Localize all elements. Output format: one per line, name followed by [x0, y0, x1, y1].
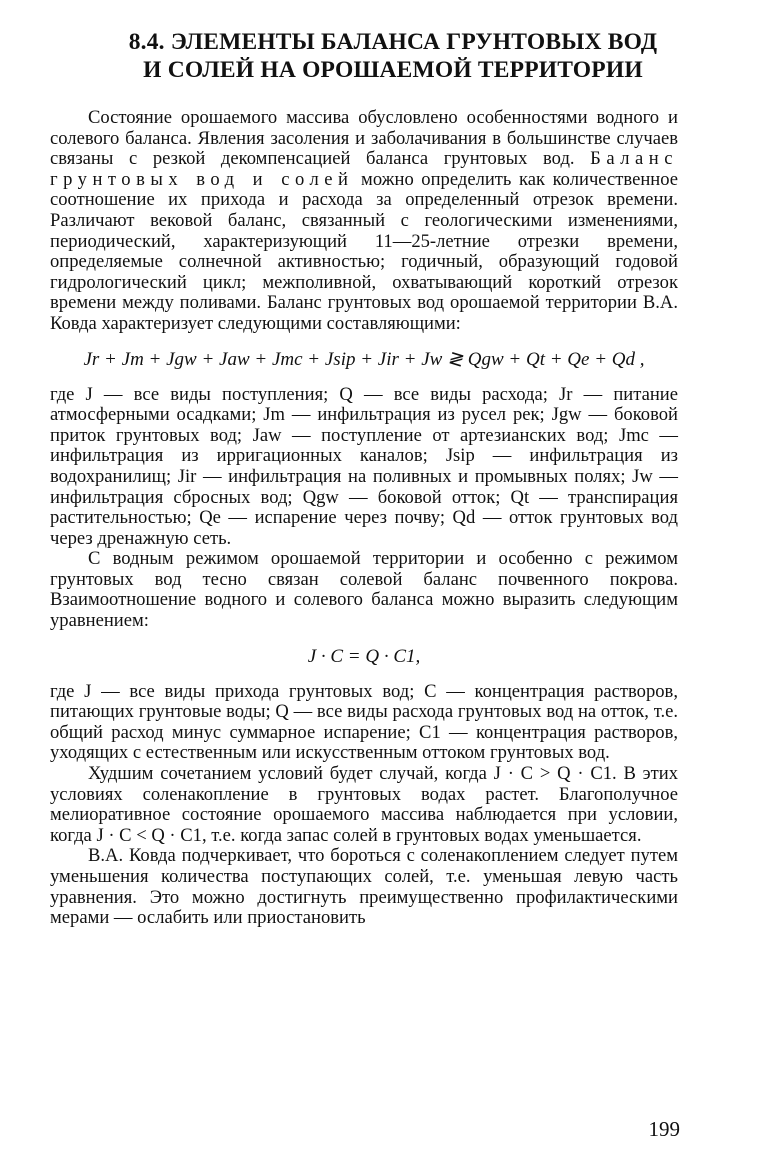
paragraph-1-spaced: Баланс грунтовых вод и солей: [50, 148, 678, 190]
paragraph-1-b: можно определить как количественное соотношение их прихода и расхода за определенный отрезок времени. Различают вековой баланс, связанный с геологическими изменениями, периодический, характеризующий 11—25-летние отрезки времени, определяемые солнечной активностью; годичный, образующий годовой гидрологический цикл; межполивной, охватывающий короткий отрезок времени между поливами. Баланс грунтовых вод орошаемой территории В.А. Ковда характеризует следующими составляющими:: [50, 168, 678, 334]
page-content: [50, 28, 678, 929]
section-heading: [50, 28, 678, 84]
paragraph-2: где J — все виды поступления; Q — все виды расхода; Jr — питание атмосферными осадками; Jm — инфильтрация из русел рек; Jgw — боковой приток грунтовых вод; Jaw — поступление от артезианских вод; Jmc — инфильтрация из ирригационных каналов; Jsip — инфильтрация из водохранилищ; Jir — инфильтрация на поливных и промывных полях; Jw — инфильтрация сбросных вод; Qgw — боковой отток; Qt — транспирация растительностью; Qe — испарение через почву; Qd — отток грунтовых вод через дренажную сеть.: [50, 383, 678, 549]
salt-formula: J · C = Q · C1,: [307, 645, 421, 667]
paragraph-1-a: Состояние орошаемого массива обусловлено особенностями водного и солевого баланса. Явления засоления и заболачивания в большинстве случаев связаны с резкой декомпенсацией баланса грунтовых вод.: [50, 107, 678, 170]
page-number: 199: [648, 1117, 680, 1141]
paragraph-6: В.А. Ковда подчеркивает, что бороться с соленакоплением следует путем уменьшения количества поступающих солей, т.е. уменьшая левую часть уравнения. Это можно достигнуть преимущественно профилактическими мерами — ослабить или приостановить: [50, 845, 678, 929]
paragraph-1: [50, 108, 678, 335]
balance-formula: Jr + Jm + Jgw + Jaw + Jmc + Jsip + Jir + Jw ≷ Qgw + Qt + Qe + Qd ,: [83, 348, 645, 370]
paragraph-5: Худшим сочетанием условий будет случай, когда J · C > Q · C1. В этих условиях соленакопление в грунтовых водах растет. Благополучное мелиоративное состояние орошаемого массива наблюдается при условии, когда J · C < Q · C1, т.е. когда запас солей в грунтовых водах уменьшается.: [50, 763, 678, 846]
paragraph-4: где J — все виды прихода грунтовых вод; C — концентрация растворов, питающих грунтовые воды; Q — все виды расхода грунтовых вод на отток, т.е. общий расход минус суммарное испарение; C1 — концентрация растворов, уходящих с естественным или искусственным оттоком грунтовых вод.: [50, 680, 678, 764]
heading-line-2: И СОЛЕЙ НА ОРОШАЕМОЙ ТЕРРИТОРИИ: [143, 57, 643, 83]
paragraph-3: С водным режимом орошаемой территории и особенно с режимом грунтовых вод тесно связан солевой баланс почвенного покрова. Взаимоотношение водного и солевого баланса можно выразить следующим уравнением:: [50, 548, 678, 632]
heading-line-1: 8.4. ЭЛЕМЕНТЫ БАЛАНСА ГРУНТОВЫХ ВОД: [128, 29, 658, 55]
